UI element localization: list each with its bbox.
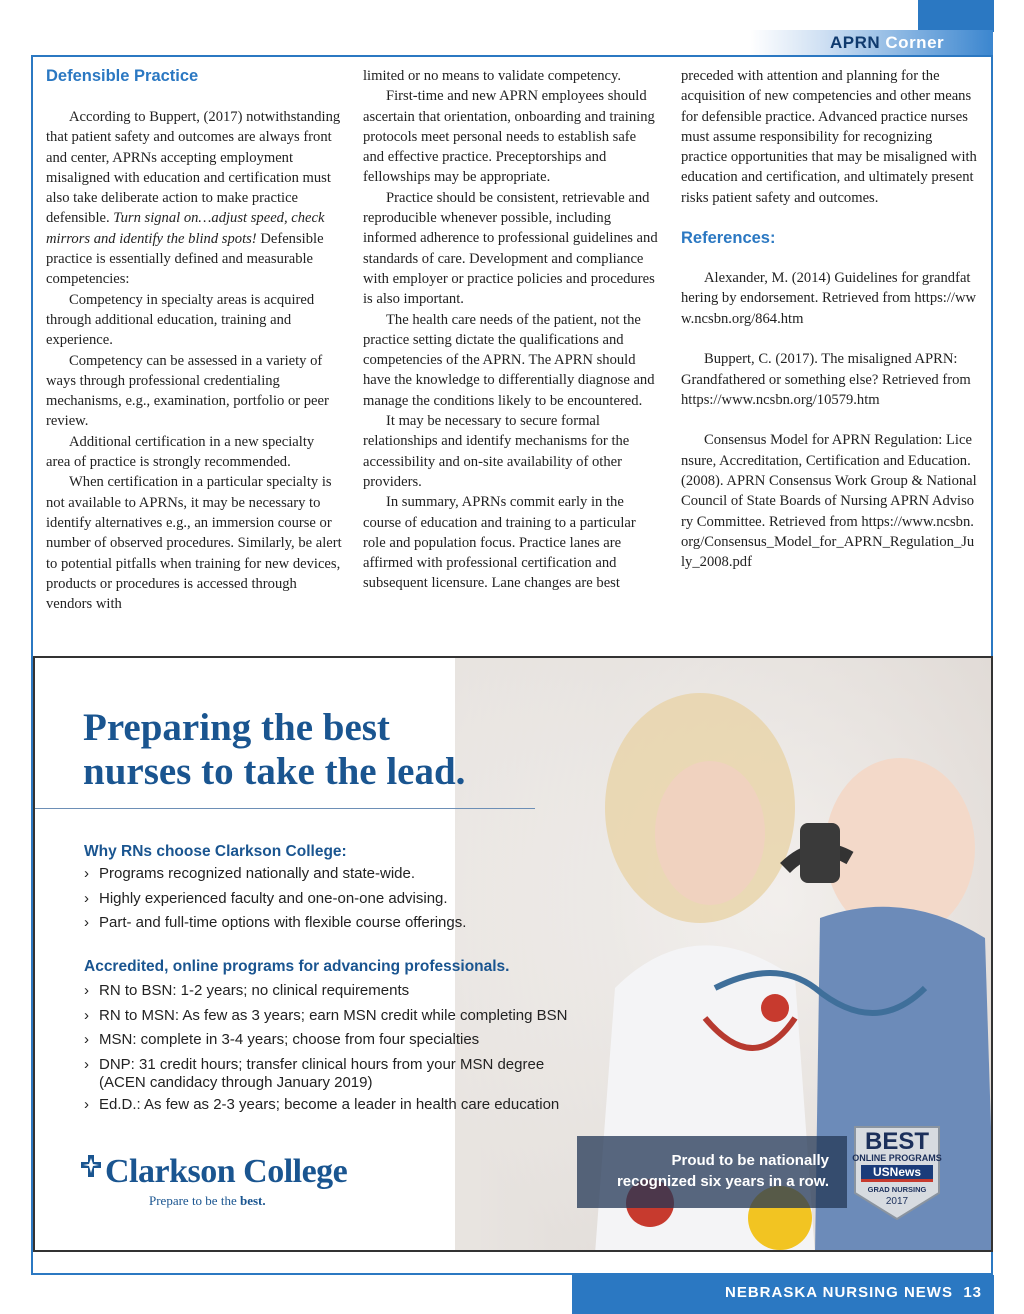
chevron-right-icon: ›: [84, 982, 89, 999]
list-item-text: Ed.D.: As few as 2-3 years; become a leader in health care education: [99, 1095, 560, 1113]
usnews-badge: [847, 1123, 947, 1223]
article-paragraph: In summary, APRNs commit early in the course of education and training to a particular role and population focus. Practice lanes are affirmed with professional certification and subsequent licensure. Lane changes are best: [363, 494, 636, 592]
list-item-text: MSN: complete in 3-4 years; choose from four specialties: [99, 1031, 480, 1049]
article-paragraph: preceded with attention and planning for the acquisition of new competencies and other means for defensible practice. Advanced practice nurses must assume responsibility for recognizing practice opportunities that may be misaligned with education and certification, and ultimately present risks patient safety and outcomes.: [681, 68, 977, 206]
article-paragraph: Additional certification in a new specialty area of practice is strongly recommended.: [46, 433, 315, 471]
list-item: [84, 862, 466, 887]
paragraph-text: Defensible practice is essentially defined and measurable competencies:: [46, 230, 324, 288]
chevron-right-icon: ›: [84, 914, 89, 932]
publication-name: NEBRASKA NURSING NEWS: [725, 1284, 953, 1301]
list-item: [84, 911, 466, 936]
tagline-text: Prepare to be the: [149, 1193, 240, 1208]
program-list: [84, 979, 568, 1118]
article-column-1: [46, 66, 342, 614]
top-corner-block: [918, 0, 994, 32]
article-column-3: [681, 66, 977, 573]
why-list: [84, 862, 466, 936]
article-paragraph: Practice should be consistent, retrievable and reproducible whenever possible, including informed adherence to professional guidelines and standards of care. Development and compliance with employer or practice policies and procedures is also important.: [363, 189, 658, 308]
article-paragraph: limited or no means to validate competency.: [363, 68, 622, 84]
italic-emphasis: Turn signal on…adjust speed, check mirrors and identify the blind spots!: [46, 210, 325, 247]
reference-item: Buppert, C. (2017). The misaligned APRN: Grandfathered or something else? Retrieved from https://www.ncsbn.org/10579.htm: [681, 351, 971, 408]
article-paragraph: Competency can be assessed in a variety of ways through professional credentialing mechanisms, e.g., examination, portfolio or peer review.: [46, 352, 329, 430]
article-heading: Defensible Practice: [46, 67, 199, 85]
badge-grad-text: GRAD NURSING: [867, 1185, 927, 1194]
chevron-right-icon: ›: [84, 1031, 89, 1049]
paragraph-text: According to Buppert, (2017) notwithstanding that patient safety and outcomes are always front and center, APRNs accepting employment misaligned with education and certification must also take deliberate action to make practice defensible.: [46, 109, 341, 227]
logo-wordmark: Clarkson College: [105, 1153, 348, 1190]
article-column-2: [363, 66, 659, 594]
section-title-a: APRN: [830, 33, 881, 52]
list-item-text: DNP: 31 credit hours; transfer clinical hours from your MSN degree: [99, 1056, 545, 1074]
article-paragraph: The health care needs of the patient, not the practice setting dictate the qualifications and competencies of the APRN. The APRN should have the knowledge to differentially diagnose and manage the conditions likely to be encountered.: [363, 311, 655, 409]
badge-usnews-text: USNews: [872, 1165, 922, 1179]
page-footer: [572, 1275, 994, 1314]
ad-headline-line: nurses to take the lead.: [83, 750, 466, 793]
section-title-b: Corner: [885, 33, 945, 52]
badge-online-text: ONLINE PROGRAMS: [852, 1153, 942, 1163]
chevron-right-icon: ›: [84, 865, 89, 882]
recognition-line: recognized six years in a row.: [616, 1173, 829, 1190]
article-paragraph: It may be necessary to secure formal relationships and identify mechanisms for the accessibility and on-site availability of other providers.: [363, 413, 630, 490]
ad-headline: [83, 706, 465, 794]
ad-headline-line: Preparing the best: [83, 706, 390, 749]
list-item: [84, 979, 568, 1004]
references-heading: References:: [681, 229, 776, 248]
why-heading: Why RNs choose Clarkson College:: [84, 843, 347, 860]
list-item-text: RN to MSN: As few as 3 years; earn MSN credit while completing BSN: [99, 1006, 568, 1024]
list-item-text: RN to BSN: 1-2 years; no clinical requirements: [99, 982, 410, 999]
list-item-continuation: (ACEN candidacy through January 2019): [99, 1073, 373, 1091]
recognition-text: [577, 1150, 829, 1192]
recognition-banner: [577, 1136, 847, 1208]
reference-item: Consensus Model for APRN Regulation: Licensure, Accreditation, Certification and Education. (2008). APRN Consensus Work Group & National Council of State Boards of Nursing APRN Advisory Committee. Retrieved from https://www.ncsbn.org/Consensus_Model_for_APRN_Regulation_July_2008.pdf: [681, 432, 977, 571]
list-item: [84, 1093, 568, 1118]
page-number: 13: [963, 1284, 982, 1301]
article-paragraph: When certification in a particular specialty is not available to APRNs, it may be necessary to identify alternatives e.g., an immersion course or number of observed procedures. Similarly, be alert to potential pitfalls when training for new devices, products or procedures is accessed through vendors with: [46, 474, 342, 613]
chevron-right-icon: ›: [84, 1095, 89, 1113]
reference-item: Alexander, M. (2014) Guidelines for grandfathering by endorsement. Retrieved from https://www.ncsbn.org/864.htm: [681, 270, 977, 327]
list-item: [84, 1053, 568, 1091]
advertisement: [33, 656, 993, 1252]
cross-emblem-icon: [81, 1155, 101, 1177]
chevron-right-icon: ›: [84, 889, 89, 907]
section-title: [830, 33, 944, 53]
chevron-right-icon: ›: [84, 1056, 89, 1074]
badge-best-text: BEST: [864, 1128, 930, 1155]
chevron-right-icon: ›: [84, 1006, 89, 1024]
recognition-line: Proud to be nationally: [671, 1152, 829, 1169]
footer-text: [725, 1284, 982, 1301]
tagline-emphasis: best.: [239, 1193, 266, 1208]
list-item-text: Part- and full-time options with flexible course offerings.: [99, 914, 467, 932]
article-paragraph: First-time and new APRN employees should ascertain that orientation, onboarding and training protocols meet personal needs to establish safe and effective practice. Preceptorships and fellowships may be appropriate.: [363, 88, 655, 186]
list-item-text: Highly experienced faculty and one-on-one advising.: [99, 889, 448, 907]
accredited-heading: Accredited, online programs for advancing professionals.: [84, 958, 510, 975]
list-item: [84, 887, 466, 912]
list-item: [84, 1004, 568, 1029]
article-paragraph: Competency in specialty areas is acquired through additional education, training and experience.: [46, 291, 315, 349]
ad-divider: [35, 808, 535, 809]
article-paragraph: [46, 107, 342, 290]
badge-year-text: 2017: [885, 1196, 909, 1207]
list-item-text: Programs recognized nationally and state-wide.: [99, 865, 416, 882]
logo-tagline: [149, 1193, 266, 1209]
list-item: [84, 1028, 568, 1053]
